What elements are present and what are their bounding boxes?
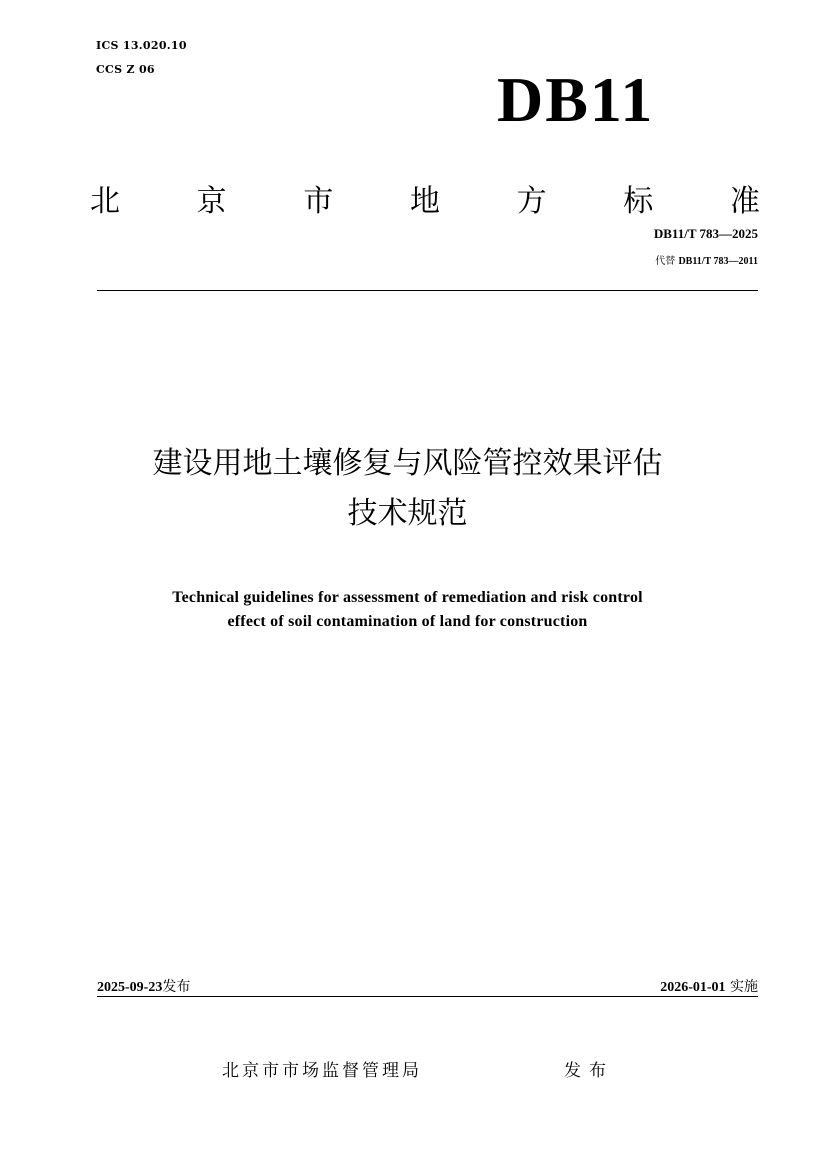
replaces-line <box>655 252 758 267</box>
publisher-action: 发布 <box>564 1061 614 1081</box>
implement-date-block <box>660 976 758 996</box>
standard-type-char: 地 <box>409 184 440 219</box>
publisher-name: 北京市市场监督管理局 <box>222 1061 422 1081</box>
replaces-number: DB11/T 783—2011 <box>678 256 758 267</box>
replaces-label: 代替 <box>655 256 676 267</box>
standard-type-char: 市 <box>303 184 334 219</box>
header-divider <box>97 290 758 291</box>
title-en-line1: Technical guidelines for assessment of remediation and risk control <box>172 589 643 606</box>
standard-type-char: 标 <box>623 184 654 219</box>
ics-code: ICS 13.020.10 <box>96 39 187 52</box>
standard-type-char: 北 <box>90 184 120 219</box>
release-date: 2025-09-23 <box>97 980 163 995</box>
footer-divider <box>97 996 758 997</box>
title-zh-line2: 技术规范 <box>347 496 468 531</box>
standard-logo-code: DB11 <box>497 64 655 135</box>
document-number: DB11/T 783—2025 <box>653 226 758 241</box>
release-date-block <box>97 976 190 996</box>
title-zh-line1: 建设用地土壤修复与风险管控效果评估 <box>152 446 663 481</box>
standard-type-char: 京 <box>196 184 227 219</box>
ccs-code: CCS Z 06 <box>96 63 155 76</box>
implement-label: 实施 <box>730 979 758 995</box>
standard-type-char: 方 <box>516 184 547 219</box>
release-label: 发布 <box>162 979 191 995</box>
implement-date: 2026-01-01 <box>660 980 726 995</box>
standard-type-title <box>90 182 760 222</box>
standard-type-char: 准 <box>729 184 760 219</box>
title-en-line2: effect of soil contamination of land for construction <box>227 613 588 630</box>
